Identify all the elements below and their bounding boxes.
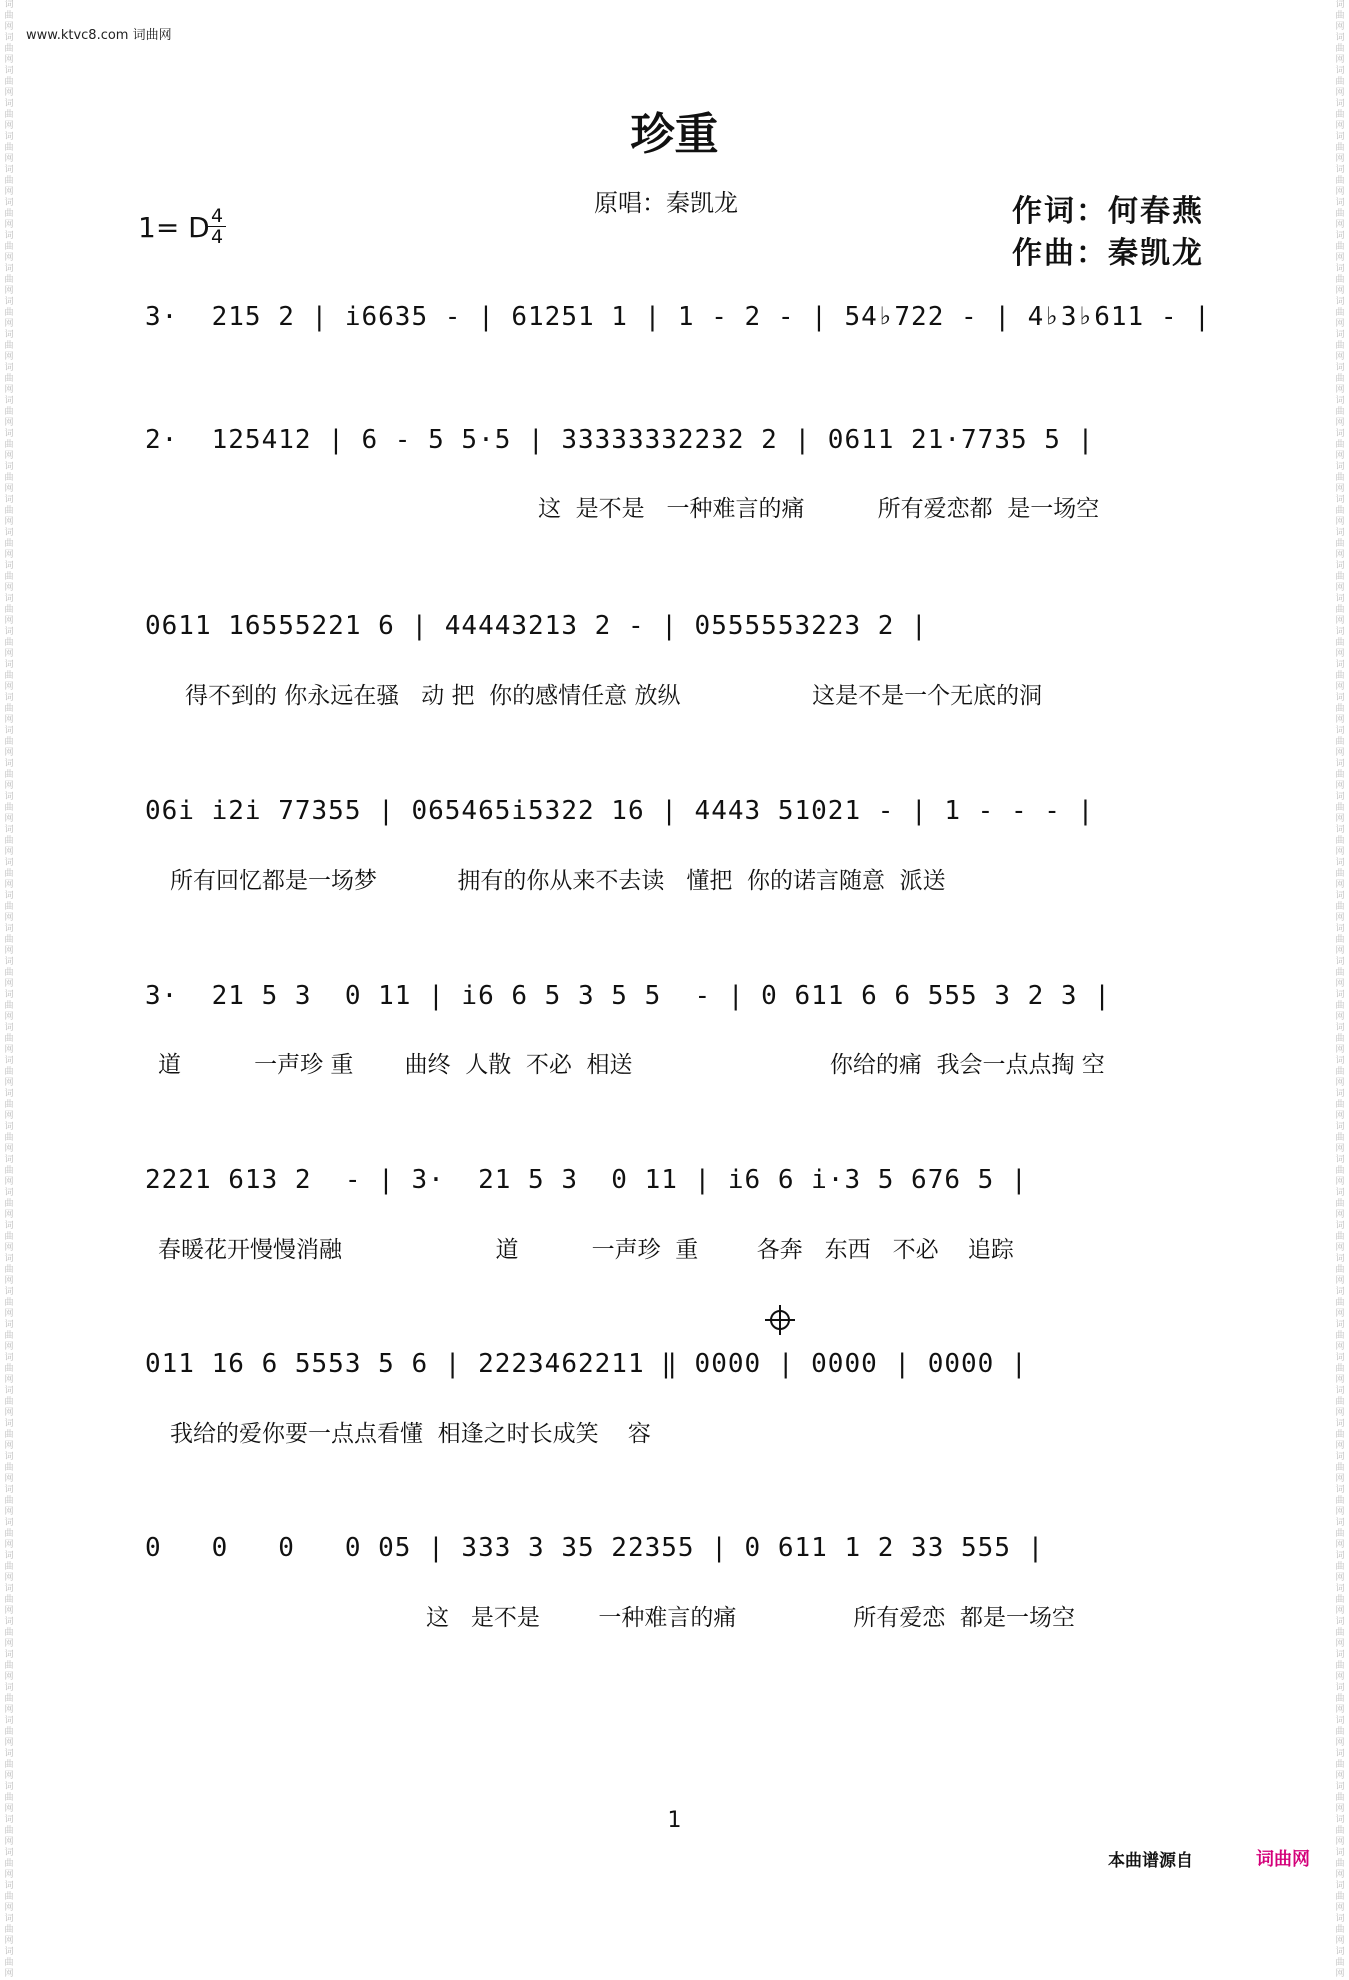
page-number: 1	[667, 1808, 682, 1833]
site-url: www.ktvc8.com 词曲网	[26, 28, 172, 43]
notation-line-8: 0 0 0 0 05 | 333 3 35 22355 | 0 611 1 2 33 555 |	[145, 1533, 1045, 1563]
notation-line-2: 2· 125412 | 6 - 5 5·5 | 33333332232 2 | 0611 21·7735 5 |	[145, 425, 1095, 455]
time-signature-top: 4	[210, 205, 224, 227]
lyrics-line-8: 这 是不是 一种难言的痛 所有爱恋 都是一场空	[426, 1605, 1076, 1631]
coda-icon	[765, 1305, 795, 1335]
original-singer: 原唱：秦凯龙	[594, 189, 738, 217]
notation-line-7: 011 16 6 5553 5 6 | 2223462211 ‖ 0000 | 0000 | 0000 |	[145, 1349, 1028, 1379]
lyrics-line-3: 得不到的 你永远在骚 动 把 你的感情任意 放纵 这是不是一个无底的洞	[185, 683, 1043, 709]
lyrics-line-4: 所有回忆都是一场梦 拥有的你从来不去读 懂把 你的诺言随意 派送	[170, 868, 946, 894]
notation-line-4: 06i i2i 77355 | 065465i5322 16 | 4443 51021 - | 1 - - - |	[145, 796, 1095, 826]
notation-line-6: 2221 613 2 - | 3· 21 5 3 0 11 | i6 6 i·3 5 676 5 |	[145, 1165, 1028, 1195]
lyrics-line-2: 这 是不是 一种难言的痛 所有爱恋都 是一场空	[538, 496, 1100, 522]
key-signature: 1= D	[138, 211, 210, 244]
lyricist-credit: 作词：何春燕	[1012, 194, 1204, 229]
time-signature-bottom: 4	[210, 226, 224, 248]
lyrics-line-6: 春暖花开慢慢消融 道 一声珍 重 各奔 东西 不必 追踪	[158, 1237, 1014, 1263]
source-brand: 词曲网	[1256, 1849, 1310, 1870]
lyrics-line-5: 道 一声珍 重 曲终 人散 不必 相送 你给的痛 我会一点点掏 空	[158, 1052, 1105, 1078]
composer-credit: 作曲：秦凯龙	[1012, 236, 1204, 271]
watermark-strip-left: 词曲网词曲网词曲网词曲网词曲网词曲网词曲网词曲网词曲网词曲网词曲网词曲网词曲网词曲网词曲网词曲网词曲网词曲网词曲网词曲网词曲网词曲网词曲网词曲网词曲网词曲网词曲网词曲网词曲网词曲网词曲网词曲网词曲网词曲网词曲网词曲网词曲网词曲网词曲网词曲网词曲网词曲网词曲网词曲网词曲网词曲网词曲网词曲网词曲网词曲网词曲网词曲网词曲网词曲网词曲网词曲网词曲网词曲网词曲网词曲网	[4, 0, 14, 1979]
source-label: 本曲谱源自	[1108, 1851, 1193, 1871]
watermark-strip-right: 词曲网词曲网词曲网词曲网词曲网词曲网词曲网词曲网词曲网词曲网词曲网词曲网词曲网词曲网词曲网词曲网词曲网词曲网词曲网词曲网词曲网词曲网词曲网词曲网词曲网词曲网词曲网词曲网词曲网词曲网词曲网词曲网词曲网词曲网词曲网词曲网词曲网词曲网词曲网词曲网词曲网词曲网词曲网词曲网词曲网词曲网词曲网词曲网词曲网词曲网词曲网词曲网词曲网词曲网词曲网词曲网词曲网词曲网词曲网词曲网	[1335, 0, 1345, 1979]
notation-line-1: 3· 215 2 | i6635 - | 61251 1 | 1 - 2 - | 54♭722 - | 4♭3♭611 - |	[145, 302, 1211, 332]
notation-line-5: 3· 21 5 3 0 11 | i6 6 5 3 5 5 - | 0 611 6 6 555 3 2 3 |	[145, 981, 1111, 1011]
notation-line-3: 0611 16555221 6 | 44443213 2 - | 0555553223 2 |	[145, 611, 928, 641]
song-title: 珍重	[630, 109, 719, 160]
lyrics-line-7: 我给的爱你要一点点看懂 相逢之时长成笑 容	[170, 1421, 651, 1447]
